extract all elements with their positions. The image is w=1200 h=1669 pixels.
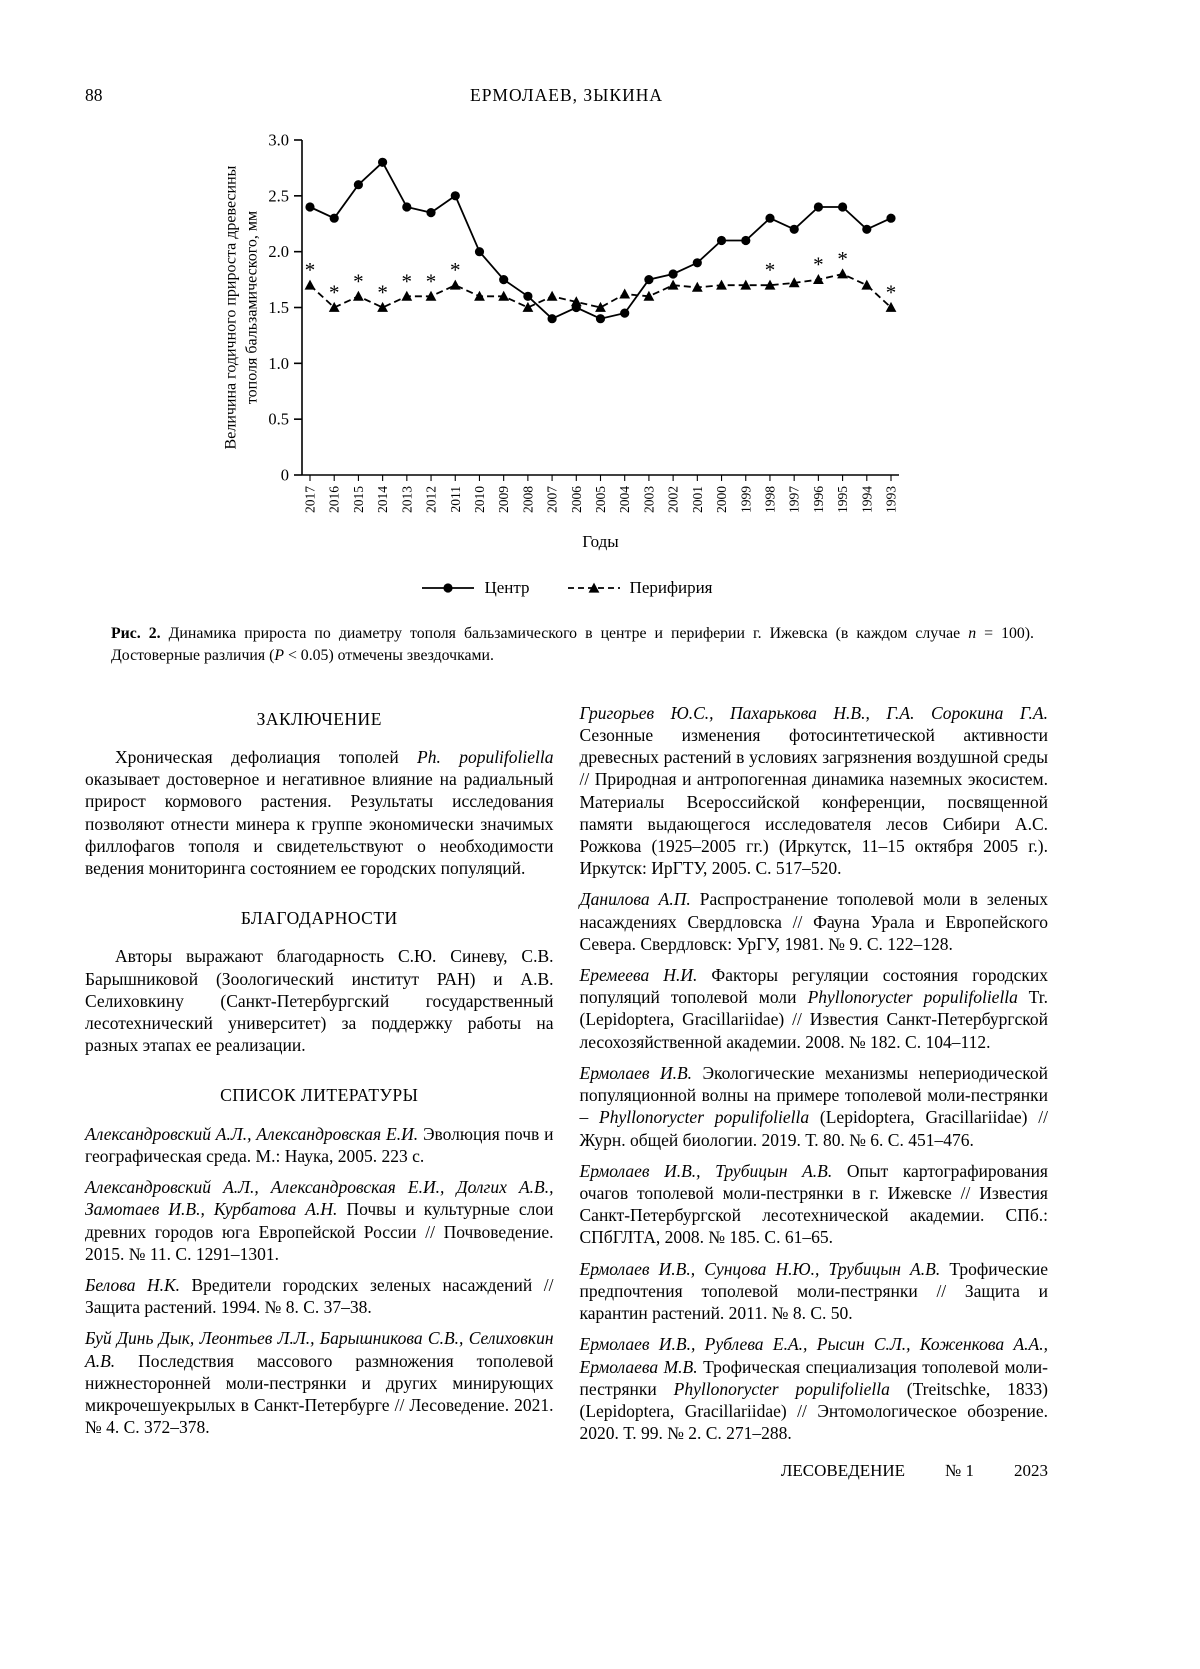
svg-text:1.5: 1.5	[267, 298, 289, 317]
svg-text:2001: 2001	[689, 486, 705, 513]
svg-text:2010: 2010	[471, 486, 487, 513]
svg-text:*: *	[449, 258, 461, 283]
svg-text:*: *	[812, 252, 824, 277]
svg-text:3.0: 3.0	[267, 130, 289, 150]
svg-text:2014: 2014	[374, 486, 390, 513]
reference-item: Григорьев Ю.С., Пахарькова Н.В., Г.А. Сорокина Г.А. Сезонные изменения фотосинтетической активности древесных растений в условиях загрязнения воздушной среды // Природная и антропогенная динамика наземных экосистем. Материалы Всероссийской конференции, посвященной памяти выдающегося исследователя лесов Сибири А.С. Рожкова (1925–2005 гг.) (Иркутск, 11–15 октября 2005 г.). Иркутск: ИрГТУ, 2005. С. 517–520.	[579, 702, 1048, 879]
chart-legend	[85, 577, 1048, 599]
svg-text:2002: 2002	[665, 486, 681, 513]
svg-text:*: *	[352, 269, 364, 294]
right-column	[580, 702, 1049, 1482]
footer-journal: ЛЕСОВЕДЕНИЕ	[780, 1461, 906, 1481]
svg-text:*: *	[304, 258, 315, 283]
svg-text:2011: 2011	[447, 486, 463, 513]
svg-text:1994: 1994	[858, 486, 874, 513]
svg-text:Годы: Годы	[581, 532, 619, 551]
reference-item: Данилова А.П. Распространение тополевой моли в зеленых насаждениях Свердловска // Фауна Урала и Европейского Севера. Свердловск: УрГУ, 1981. № 9. С. 122–128.	[579, 889, 1048, 954]
growth-chart-svg	[217, 124, 917, 572]
svg-text:2004: 2004	[616, 486, 632, 513]
svg-text:1997: 1997	[786, 486, 802, 513]
references-right	[580, 702, 1049, 1445]
references-left	[85, 1123, 554, 1439]
svg-text:0: 0	[280, 465, 289, 485]
svg-text:2.0: 2.0	[267, 242, 289, 262]
legend-swatch-icon	[420, 580, 476, 596]
svg-text:*: *	[401, 269, 412, 294]
svg-text:1.0: 1.0	[267, 353, 289, 373]
svg-text:2013: 2013	[398, 486, 414, 513]
legend-label: Центр	[484, 578, 530, 598]
legend-item-periphery	[566, 577, 713, 599]
svg-text:1993: 1993	[883, 486, 898, 513]
section-heading-acknowledgments: БЛАГОДАРНОСТИ	[240, 908, 398, 929]
reference-item: Белова Н.К. Вредители городских зеленых насаждений // Защита растений. 1994. № 8. С. 37–38.	[85, 1275, 554, 1318]
svg-text:2000: 2000	[713, 485, 729, 513]
svg-text:1999: 1999	[737, 486, 753, 513]
page-number: 88	[85, 85, 103, 105]
svg-text:2009: 2009	[495, 486, 511, 513]
reference-item: Ермолаев И.В., Трубицын А.В. Опыт картографирования очагов тополевой моли-пестрянки в г. Ижевске // Известия Санкт-Петербургской лесотехнической академии. СПб.: СПбГЛТА, 2008. № 185. С. 61–65.	[579, 1160, 1048, 1248]
svg-text:*: *	[425, 269, 436, 294]
svg-text:*: *	[376, 280, 388, 305]
figure-2	[85, 124, 1048, 668]
svg-text:тополя бальзамического, мм: тополя бальзамического, мм	[243, 210, 260, 405]
svg-text:*: *	[328, 280, 339, 305]
svg-text:2015: 2015	[350, 486, 366, 513]
conclusion-paragraph: Хроническая дефолиация тополей Ph. populifoliella оказывает достоверное и негативное влияние на радиальный прирост кормового растения. Результаты исследования позволяют отнести минера к группе экономически значимых филлофагов тополя и свидетельствуют о необходимости ведения мониторинга состоянием ее городских популяций.	[85, 746, 554, 878]
reference-item: Ермолаев И.В., Сунцова Н.Ю., Трубицын А.В. Трофические предпочтения тополевой моли-пестрянки // Защита и карантин растений. 2011. № 8. С. 50.	[579, 1258, 1048, 1324]
section-heading-conclusion: ЗАКЛЮЧЕНИЕ	[256, 708, 382, 729]
reference-item: Еремеева Н.И. Факторы регуляции состояния городских популяций тополевой моли Phyllonorycter populifoliella Tr. (Lepidoptera, Gracillariidae) // Известия Санкт-Петербургской лесохозяйственной академии. 2008. № 182. С. 104–112.	[579, 965, 1048, 1052]
figure-caption: Рис. 2. Динамика прироста по диаметру тополя бальзамического в центре и периферии г. Ижевска (в каждом случае n = 100). Достоверные различия (P < 0.05) отмечены звездочками.	[111, 624, 1034, 665]
running-header	[85, 84, 1048, 110]
legend-label: Перифирия	[629, 578, 713, 598]
svg-text:1996: 1996	[810, 486, 826, 513]
footer-issue: № 1	[945, 1461, 974, 1481]
svg-text:1998: 1998	[761, 486, 777, 513]
footer-year: 2023	[1014, 1461, 1048, 1481]
journal-footer	[580, 1460, 1049, 1482]
svg-text:2003: 2003	[640, 486, 656, 513]
reference-item: Александровский А.Л., Александровская Е.И., Долгих А.В., Замотаев И.В., Курбатова А.Н. Почвы и культурные слои древних городов юга Европейской России // Почвоведение. 2015. № 11. С. 1291–1301.	[85, 1177, 554, 1264]
section-heading-references: СПИСОК ЛИТЕРАТУРЫ	[220, 1085, 419, 1106]
reference-item: Буй Динь Дык, Леонтьев Л.Л., Барышникова С.В., Селиховкин А.В. Последствия массового размножения тополевой нижнесторонней моли-пестрянки и других минирующих микрочешуекрылых в Санкт-Петербурге // Лесоведение. 2021. № 4. С. 372–378.	[85, 1328, 554, 1438]
svg-text:2017: 2017	[302, 486, 317, 513]
legend-item-center	[420, 577, 529, 599]
svg-text:Величина годичного прироста др: Величина годичного прироста древесины	[222, 165, 239, 450]
reference-item: Александровский А.Л., Александровская Е.И. Эволюция почв и географическая среда. М.: Наука, 2005. 223 с.	[85, 1123, 554, 1166]
svg-text:*: *	[836, 247, 848, 271]
growth-chart	[217, 124, 917, 577]
svg-text:2016: 2016	[326, 486, 342, 513]
reference-item: Ермолаев И.В. Экологические механизмы непериодической популяционной волны на примере тополевой моли-пестрянки – Phyllonorycter populifoliella (Lepidoptera, Gracillariidae) // Журн. общей биологии. 2019. Т. 80. № 6. С. 451–476.	[579, 1062, 1048, 1150]
svg-text:2012: 2012	[423, 486, 439, 513]
svg-text:2005: 2005	[592, 486, 608, 513]
svg-text:2.5: 2.5	[267, 186, 289, 206]
two-column-body	[85, 702, 1048, 1482]
left-column	[85, 702, 554, 1482]
svg-text:1995: 1995	[834, 486, 850, 513]
acknowledgments-paragraph: Авторы выражают благодарность С.Ю. Синеву, С.В. Барышниковой (Зоологический институт РАН) и А.В. Селиховкину (Санкт-Петербургский государственный лесотехнический университет) за поддержку работы на разных этапах ее реализации.	[85, 946, 554, 1056]
svg-text:2008: 2008	[519, 486, 535, 513]
running-head: ЕРМОЛАЕВ, ЗЫКИНА	[470, 85, 663, 105]
legend-swatch-icon	[566, 580, 622, 596]
svg-text:*: *	[885, 280, 896, 305]
svg-text:2006: 2006	[568, 486, 584, 513]
svg-text:*: *	[764, 258, 775, 283]
svg-text:0.5: 0.5	[267, 409, 289, 429]
svg-text:2007: 2007	[544, 486, 560, 513]
reference-item: Ермолаев И.В., Рублева Е.А., Рысин С.Л., Коженкова А.А., Ермолаева М.В. Трофическая специализация тополевой моли-пестрянки Phyllonorycter populifoliella (Treitschke, 1833) (Lepidoptera, Gracillariidae) // Энтомологическое обозрение. 2020. Т. 99. № 2. С. 271–288.	[579, 1334, 1048, 1444]
